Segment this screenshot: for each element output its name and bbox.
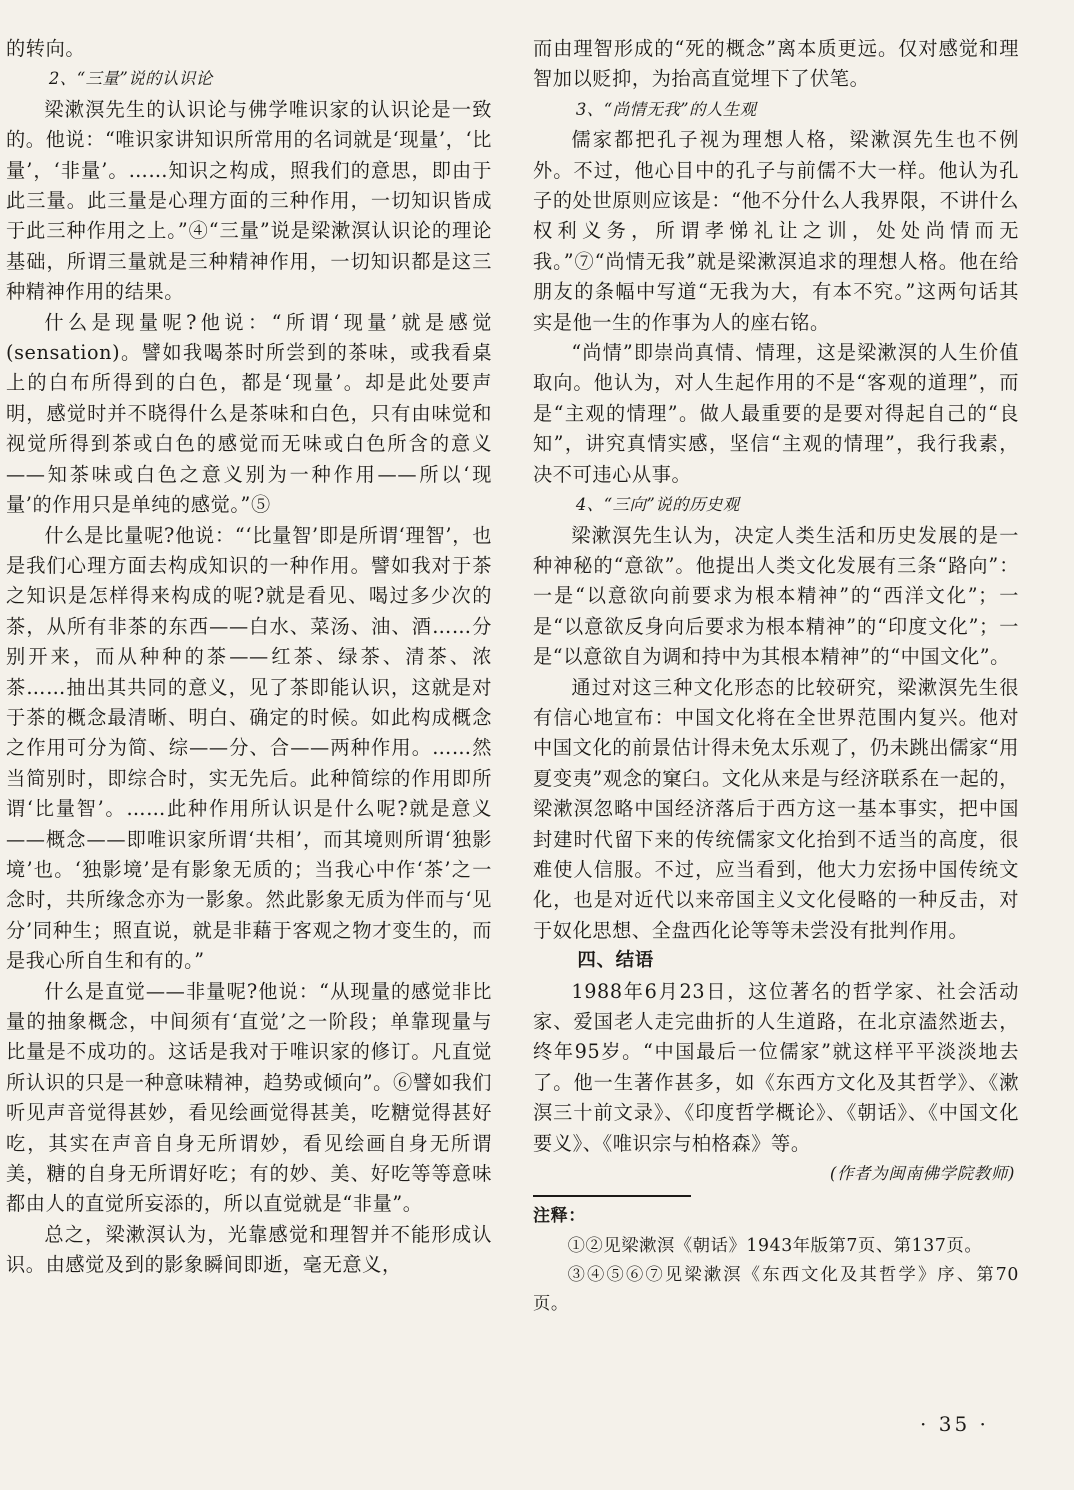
page-number: · 35 · xyxy=(920,1412,989,1436)
footnote: ③④⑤⑥⑦见梁漱溟《东西文化及其哲学》序、第70页。 xyxy=(533,1264,1019,1314)
paragraph: 梁漱溟先生的认识论与佛学唯识家的认识论是一致的。他说：“唯识家讲知识所常用的名词就是‘现量’，‘比量’，‘非量’。……知识之构成，照我们的意思，即由于此三量。此三量是心理方面的三种作用，一切知识皆成于此三种作用之上。”④“三量”说是梁漱溟认识论的理论基础，所谓三量就是三种精神作用，一切知识都是这三种精神作用的结果。 xyxy=(6,97,492,304)
section-heading: 4、“三向”说的历史观 xyxy=(575,495,740,515)
left-column xyxy=(6,34,492,1281)
paragraph: 而由理智形成的“死的概念”离本质更远。仅对感觉和理智加以贬抑，为抬高直觉埋下了伏笔。 xyxy=(533,37,1019,91)
footnote-divider xyxy=(533,1195,691,1197)
paragraph: 通过对这三种文化形态的比较研究，梁漱溟先生很有信心地宣布：中国文化将在全世界范围内复兴。他对中国文化的前景估计得未免太乐观了，仍未跳出儒家“用夏变夷”观念的窠臼。文化从来是与经济联系在一起的，梁漱溟忽略中国经济落后于西方这一基本事实，把中国封建时代留下来的传统儒家文化抬到不适当的高度，很难使人信服。不过，应当看到，他大力宏扬中国传统文化，也是对近代以来帝国主义文化侵略的一种反击，对于奴化思想、全盘西化论等等未尝没有批判作用。 xyxy=(533,675,1019,942)
conclusion-heading: 四、结语 xyxy=(577,950,654,972)
paragraph: 总之，梁漱溟认为，光靠感觉和理智并不能形成认识。由感觉及到的影象瞬间即逝，毫无意义， xyxy=(6,1222,492,1277)
paragraph: 儒家都把孔子视为理想人格，梁漱溟先生也不例外。不过，他心目中的孔子与前儒不大一样。他认为孔子的处世原则应该是：“他不分什么人我界限，不讲什么权利义务，所谓孝悌礼让之训，处处尚情而无我。”⑦“尚情无我”就是梁漱溟追求的理想人格。他在给朋友的条幅中写道“无我为大，有本不究。”这两句话其实是他一生的作事为人的座右铭。 xyxy=(533,128,1019,334)
paragraph: 1988年6月23日，这位著名的哲学家、社会活动家、爱国老人走完曲折的人生道路，在北京溘然逝去，终年95岁。“中国最后一位儒家”就这样平平淡淡地去了。他一生著作甚多，如《东西方文化及其哲学》、《漱溟三十前文录》、《印度哲学概论》、《朝话》、《中国文化要义》、《唯识宗与柏格森》等。 xyxy=(533,979,1019,1155)
paragraph: 什么是比量呢?他说：“‘比量智’即是所谓‘理智’，也是我们心理方面去构成知识的一种作用。譬如我对于茶之知识是怎样得来构成的呢?就是看见、喝过多少次的茶，从所有非茶的东西——白水、菜汤、油、酒……分别开来，而从种种的茶——红茶、绿茶、清茶、浓茶……抽出其共同的意义，见了茶即能认识，这就是对于茶的概念最清晰、明白、确定的时候。如此构成概念之作用可分为简、综——分、合——两种作用。……然当简别时，即综合时，实无先后。此种简综的作用即所谓‘比量智’。……此种作用所认识是什么呢?就是意义——概念——即唯识家所谓‘共相’，而其境则所谓‘独影境’也。‘独影境’是有影象无质的；当我心中作‘茶’之一念时，共所缘念亦为一影象。然此影象无质为伴而与‘见分’同种生；照直说，就是非藉于客观之物才变生的，而是我心所自生和有的。” xyxy=(6,523,492,973)
section-heading: 3、“尚情无我”的人生观 xyxy=(575,99,757,119)
right-column xyxy=(533,34,1019,1319)
paragraph: 梁漱溟先生认为，决定人类生活和历史发展的是一种神秘的“意欲”。他提出人类文化发展有三条“路向”：一是“以意欲向前要求为根本精神”的“西洋文化”；一是“以意欲反身向后要求为根本精神”的“印度文化”；一是“以意欲自为调和持中为其根本精神”的“中国文化”。 xyxy=(533,523,1019,669)
notes-title: 注释： xyxy=(533,1206,586,1227)
paragraph: 的转向。 xyxy=(6,37,86,60)
paragraph: 什么是直觉——非量呢?他说：“从现量的感觉非比量的抽象概念，中间须有‘直觉’之一阶段；单靠现量与比量是不成功的。这话是我对于唯识家的修订。凡直觉所认识的只是一种意味精神，趋势或倾向”。⑥譬如我们听见声音觉得甚妙，看见绘画觉得甚美，吃糖觉得甚好吃，其实在声音自身无所谓妙，看见绘画自身无所谓美，糖的自身无所谓好吃；有的妙、美、好吃等等意味都由人的直觉所妄添的，所以直觉就是“非量”。 xyxy=(6,979,492,1216)
paragraph: “尚情”即崇尚真情、情理，这是梁漱溟的人生价值取向。他认为，对人生起作用的不是“客观的道理”，而是“主观的情理”。做人最重要的是要对得起自己的“良知”，讲究真情实感，坚信“主观的情理”，我行我素，决不可违心从事。 xyxy=(533,341,1019,486)
section-heading: 2、“三量”说的认识论 xyxy=(48,69,213,89)
paragraph: 什么是现量呢?他说：“所谓‘现量’就是感觉(sensation)。譬如我喝茶时所尝到的茶味，或我看桌上的白布所得到的白色，都是‘现量’。却是此处要声明，感觉时并不晓得什么是茶味和白色，只有由味觉和视觉所得到茶或白色的感觉而无味或白色所含的意义——知茶味或白色之意义别为一种作用——所以‘现量’的作用只是单纯的感觉。”⑤ xyxy=(6,310,492,517)
footnote: ①②见梁漱溟《朝话》1943年版第7页、第137页。 xyxy=(567,1235,983,1256)
author-byline: (作者为闽南佛学院教师) xyxy=(829,1164,1015,1184)
